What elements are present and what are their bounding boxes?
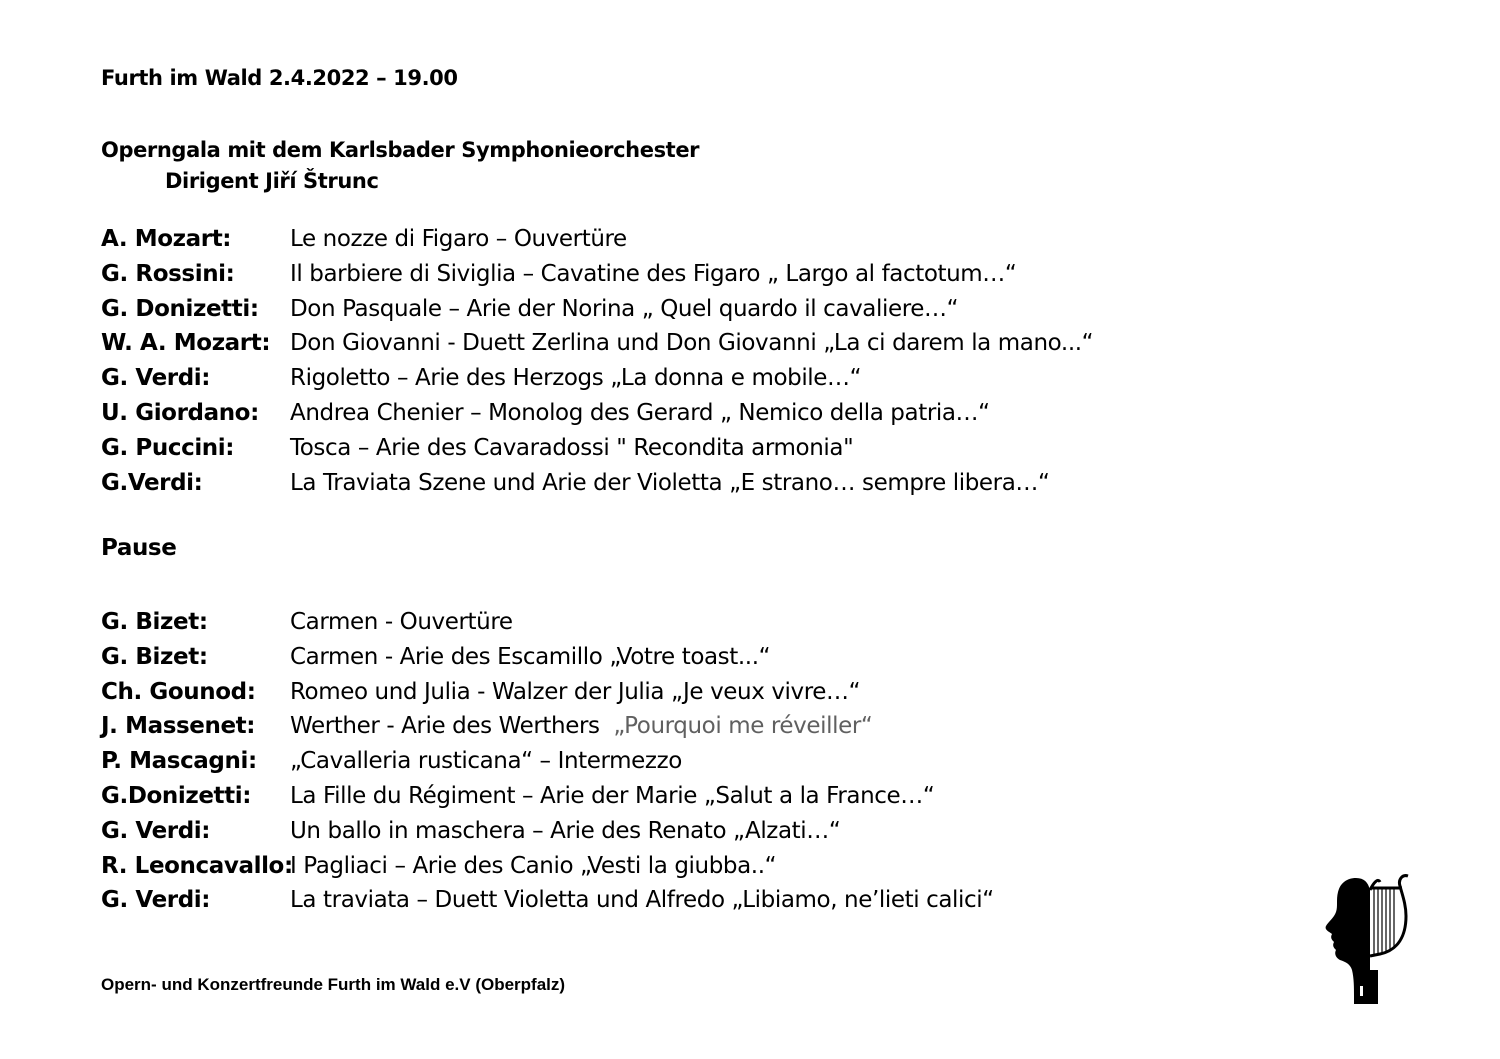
composer-name: G. Rossini:	[101, 260, 235, 287]
work-title: „Cavalleria rusticana“ – Intermezzo	[290, 748, 682, 775]
composer-name: Ch. Gounod:	[101, 678, 256, 705]
date-line: Furth im Wald 2.4.2022 – 19.00	[101, 66, 458, 90]
work-title: Il barbiere di Siviglia – Cavatine des Figaro „ Largo al factotum…“	[290, 260, 1017, 287]
work-title: La traviata – Duett Violetta und Alfredo „Libiamo, ne’lieti calici“	[290, 887, 994, 914]
work-title: Carmen - Ouvertüre	[290, 609, 513, 635]
composer-name: G. Verdi:	[101, 817, 211, 844]
work-title: Don Giovanni - Duett Zerlina und Don Giovanni „La ci darem la mano...“	[290, 330, 1094, 357]
work-title: Tosca – Arie des Cavaradossi " Recondita armonia"	[290, 434, 854, 461]
work-title: Un ballo in maschera – Arie des Renato „Alzati…“	[290, 817, 841, 844]
work-title: Don Pasquale – Arie der Norina „ Quel quardo il cavaliere…“	[290, 295, 959, 322]
composer-name: G. Bizet:	[101, 643, 208, 670]
composer-name: W. A. Mozart:	[101, 330, 271, 357]
event-title: Operngala mit dem Karlsbader Symphonieorchester	[101, 138, 700, 162]
composer-name: R. Leoncavallo:	[101, 852, 293, 879]
composer-name: U. Giordano:	[101, 399, 259, 426]
work-title: Andrea Chenier – Monolog des Gerard „ Nemico della patria…“	[290, 399, 990, 426]
lyre-profile-logo-icon	[1318, 870, 1418, 1010]
composer-name: G.Verdi:	[101, 469, 203, 496]
footer-organization: Opern- und Konzertfreunde Furth im Wald e.V (Oberpfalz)	[101, 975, 566, 994]
pause-heading: Pause	[101, 535, 177, 561]
work-title: Carmen - Arie des Escamillo „Votre toast...“	[290, 643, 771, 670]
composer-name: G. Verdi:	[101, 887, 211, 914]
work-title: I Pagliaci – Arie des Canio „Vesti la giubba..“	[290, 852, 777, 879]
work-title: Le nozze di Figaro – Ouvertüre	[290, 226, 627, 252]
composer-name: P. Mascagni:	[101, 748, 257, 775]
work-title: Romeo und Julia - Walzer der Julia „Je veux vivre…“	[290, 678, 861, 705]
work-title	[290, 709, 872, 744]
composer-name: G. Puccini:	[101, 434, 235, 461]
composer-name: G.Donizetti:	[101, 782, 252, 809]
composer-name: G. Bizet:	[101, 609, 208, 635]
work-title-aria: „Pourquoi me réveiller“	[613, 713, 873, 740]
work-title-main: Werther - Arie des Werthers	[290, 713, 614, 740]
composer-name: G. Donizetti:	[101, 295, 259, 322]
work-title: Rigoletto – Arie des Herzogs „La donna e mobile…“	[290, 365, 862, 392]
work-title: La Fille du Régiment – Arie der Marie „Salut a la France…“	[290, 782, 935, 809]
conductor-line: Dirigent Jiří Štrunc	[165, 169, 379, 193]
composer-name: G. Verdi:	[101, 365, 211, 392]
composer-name: J. Massenet:	[101, 713, 256, 740]
composer-name: A. Mozart:	[101, 226, 232, 252]
work-title: La Traviata Szene und Arie der Violetta „E strano… sempre libera…“	[290, 469, 1050, 496]
